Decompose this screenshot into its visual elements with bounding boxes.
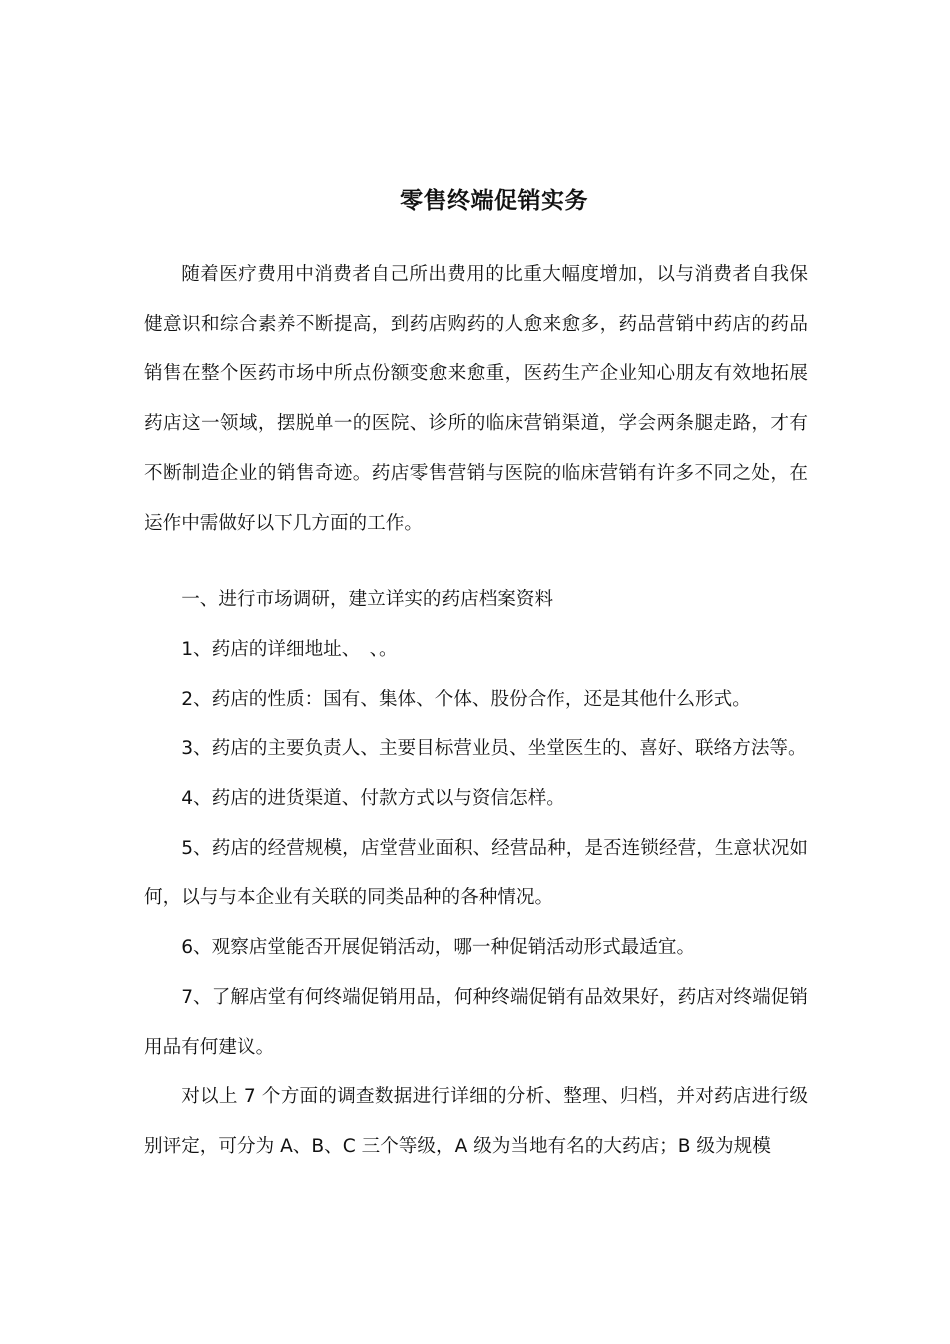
list-item: 2、药店的性质：国有、集体、个体、股份合作，还是其他什么形式。 — [181, 688, 751, 710]
list-item: 6、观察店堂能否开展促销活动，哪一种促销活动形式最适宜。 — [181, 937, 696, 959]
paragraph-spacer — [144, 548, 808, 575]
document-body — [144, 250, 808, 1172]
summary-paragraph: 对以上 7 个方面的调查数据进行详细的分析、整理、归档，并对药店进行级别评定，可分为 A、B、C 三个等级，A 级为当地有名的大药店；B 级为规模 — [144, 1086, 808, 1157]
list-item: 1、药店的详细地址、 、。 — [181, 638, 398, 660]
section-heading: 一、进行市场调研，建立详实的药店档案资料 — [181, 589, 554, 611]
list-item: 4、药店的进货渠道、付款方式以与资信怎样。 — [181, 788, 565, 810]
list-item: 7、了解店堂有何终端促销用品，何种终端促销有品效果好，药店对终端促销用品有何建议。 — [144, 986, 808, 1058]
list-item: 3、药店的主要负责人、主要目标营业员、坐堂医生的、喜好、联络方法等。 — [181, 738, 807, 760]
list-item: 5、药店的经营规模，店堂营业面积、经营品种，是否连锁经营，生意状况如何，以与与本企业有关联的同类品种的各种情况。 — [144, 837, 808, 909]
document-title: 零售终端促销实务 — [400, 188, 588, 214]
intro-paragraph: 随着医疗费用中消费者自己所出费用的比重大幅度增加，以与消费者自我保健意识和综合素养不断提高，到药店购药的人愈来愈多，药品营销中药店的药品销售在整个医药市场中所点份额变愈来愈重，医药生产企业知心朋友有效地拓展药店这一领域，摆脱单一的医院、诊所的临床营销渠道，学会两条腿走路，才有不断制造企业的销售奇迹。药店零售营销与医院的临床营销有许多不同之处，在运作中需做好以下几方面的工作。 — [144, 264, 808, 534]
